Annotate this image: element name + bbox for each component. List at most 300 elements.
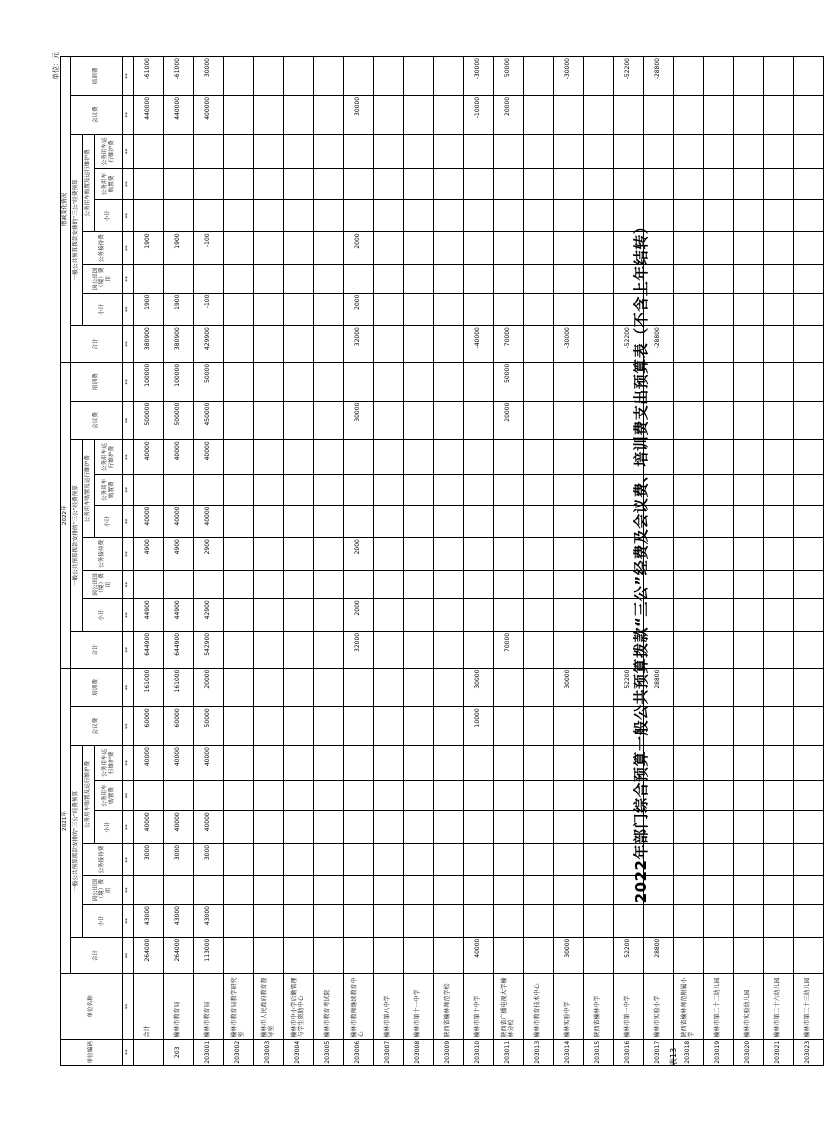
amount-cell <box>494 505 524 538</box>
amount-cell <box>794 401 824 440</box>
amount-cell <box>344 876 374 905</box>
amount-cell <box>734 232 764 265</box>
amount-cell <box>614 265 644 294</box>
amount-cell <box>704 326 734 363</box>
header-marker-cell: ** <box>123 631 134 668</box>
amount-cell <box>524 265 554 294</box>
amount-cell <box>434 843 464 876</box>
amount-cell <box>344 474 374 505</box>
table-row <box>674 57 704 1066</box>
amount-cell <box>614 707 644 746</box>
amount-cell <box>764 905 794 938</box>
amount-cell <box>584 57 614 96</box>
amount-cell <box>554 876 584 905</box>
amount-cell <box>254 474 284 505</box>
amount-cell <box>404 707 434 746</box>
header-marker-cell: ** <box>123 811 134 844</box>
amount-cell <box>374 505 404 538</box>
amount-cell <box>224 232 254 265</box>
amount-cell <box>434 538 464 571</box>
amount-cell <box>674 505 704 538</box>
amount-cell <box>224 401 254 440</box>
amount-cell <box>374 293 404 326</box>
header-vehicle-purchase: 公务用车购置费 <box>95 474 123 505</box>
amount-cell: 644900 <box>134 631 164 668</box>
amount-cell <box>464 631 494 668</box>
header-meeting: 会议费 <box>71 95 123 134</box>
amount-cell: 40000 <box>134 505 164 538</box>
amount-cell <box>494 232 524 265</box>
amount-cell: 20000 <box>494 401 524 440</box>
table-row <box>344 57 374 1066</box>
amount-cell: 42900 <box>194 599 224 632</box>
amount-cell <box>584 905 614 938</box>
amount-cell <box>374 362 404 401</box>
amount-cell <box>284 57 314 96</box>
header-year-2022: 2022年 <box>61 362 71 668</box>
amount-cell <box>254 401 284 440</box>
amount-cell <box>464 538 494 571</box>
amount-cell <box>764 95 794 134</box>
amount-cell <box>704 937 734 974</box>
amount-cell <box>554 95 584 134</box>
unit-code-cell: 203 <box>164 1039 194 1065</box>
amount-cell <box>524 668 554 707</box>
amount-cell <box>794 474 824 505</box>
amount-cell <box>794 780 824 811</box>
amount-cell <box>134 570 164 599</box>
amount-cell: 440000 <box>164 95 194 134</box>
header-training: 培训费 <box>71 668 123 707</box>
amount-cell <box>764 570 794 599</box>
amount-cell <box>554 707 584 746</box>
amount-cell <box>194 876 224 905</box>
amount-cell: 40000 <box>194 440 224 475</box>
amount-cell <box>674 876 704 905</box>
amount-cell <box>344 57 374 96</box>
amount-cell <box>704 95 734 134</box>
amount-cell <box>644 780 674 811</box>
amount-cell <box>614 293 644 326</box>
amount-cell <box>254 905 284 938</box>
amount-cell <box>704 440 734 475</box>
amount-cell <box>704 265 734 294</box>
amount-cell <box>434 570 464 599</box>
amount-cell <box>764 362 794 401</box>
unit-name-cell: 榆林市实验幼儿园 <box>734 974 764 1039</box>
amount-cell <box>434 293 464 326</box>
amount-cell: 30000 <box>194 57 224 96</box>
amount-cell <box>674 905 704 938</box>
amount-cell: 1900 <box>164 232 194 265</box>
amount-cell <box>344 707 374 746</box>
header-marker-cell: ** <box>123 937 134 974</box>
header-sangong: 一般公共预算拨款安排的“三公”经费预算 <box>71 746 83 938</box>
amount-cell <box>404 505 434 538</box>
amount-cell: 2000 <box>344 599 374 632</box>
amount-cell <box>494 668 524 707</box>
amount-cell: 20000 <box>194 668 224 707</box>
amount-cell <box>764 57 794 96</box>
amount-cell <box>584 326 614 363</box>
amount-cell <box>734 134 764 169</box>
header-marker-cell: ** <box>123 538 134 571</box>
amount-cell <box>284 570 314 599</box>
amount-cell <box>674 362 704 401</box>
amount-cell <box>644 134 674 169</box>
amount-cell: 70000 <box>494 631 524 668</box>
amount-cell <box>284 440 314 475</box>
amount-cell <box>374 876 404 905</box>
amount-cell <box>674 134 704 169</box>
amount-cell <box>614 746 644 781</box>
unit-code-cell: 203009 <box>434 1039 464 1065</box>
amount-cell <box>254 843 284 876</box>
amount-cell <box>704 570 734 599</box>
amount-cell <box>704 134 734 169</box>
amount-cell <box>284 401 314 440</box>
amount-cell <box>614 232 644 265</box>
amount-cell <box>344 811 374 844</box>
amount-cell <box>134 134 164 169</box>
amount-cell <box>254 668 284 707</box>
header-marker-cell: ** <box>123 401 134 440</box>
amount-cell <box>404 538 434 571</box>
amount-cell <box>314 293 344 326</box>
amount-cell <box>314 876 344 905</box>
table-row <box>794 57 824 1066</box>
amount-cell <box>764 134 794 169</box>
amount-cell <box>374 631 404 668</box>
amount-cell: 429900 <box>194 326 224 363</box>
amount-cell <box>734 631 764 668</box>
amount-cell <box>464 843 494 876</box>
amount-cell <box>284 474 314 505</box>
amount-cell <box>764 780 794 811</box>
amount-cell <box>554 780 584 811</box>
amount-cell <box>494 843 524 876</box>
amount-cell <box>614 599 644 632</box>
amount-cell <box>404 668 434 707</box>
amount-cell <box>644 843 674 876</box>
amount-cell <box>194 169 224 200</box>
amount-cell <box>254 746 284 781</box>
amount-cell <box>644 169 674 200</box>
amount-cell <box>224 746 254 781</box>
amount-cell <box>734 265 764 294</box>
amount-cell: 1900 <box>134 232 164 265</box>
amount-cell <box>554 199 584 232</box>
amount-cell <box>584 937 614 974</box>
amount-cell: 4900 <box>164 538 194 571</box>
header-vehicle-run: 公务用车运行维护费 <box>95 440 123 475</box>
header-abroad: 因公出国（境）费用 <box>83 876 123 905</box>
amount-cell <box>674 95 704 134</box>
amount-cell <box>644 265 674 294</box>
amount-cell <box>764 746 794 781</box>
amount-cell <box>794 326 824 363</box>
amount-cell <box>434 811 464 844</box>
amount-cell <box>554 905 584 938</box>
amount-cell <box>704 876 734 905</box>
amount-cell <box>584 95 614 134</box>
amount-cell <box>764 401 794 440</box>
amount-cell <box>614 95 644 134</box>
amount-cell <box>674 169 704 200</box>
amount-cell <box>614 538 644 571</box>
unit-code-cell: 203014 <box>554 1039 584 1065</box>
amount-cell: -61000 <box>164 57 194 96</box>
header-meeting: 会议费 <box>71 707 123 746</box>
amount-cell <box>524 293 554 326</box>
amount-cell <box>584 169 614 200</box>
amount-cell <box>554 746 584 781</box>
amount-cell <box>314 265 344 294</box>
header-vehicle-purchase: 公务用车购置费 <box>95 169 123 200</box>
amount-cell <box>794 199 824 232</box>
amount-cell <box>674 570 704 599</box>
amount-cell <box>194 570 224 599</box>
amount-cell <box>254 780 284 811</box>
amount-cell <box>404 401 434 440</box>
amount-cell <box>524 905 554 938</box>
amount-cell <box>404 599 434 632</box>
amount-cell <box>494 134 524 169</box>
amount-cell <box>224 57 254 96</box>
amount-cell <box>374 440 404 475</box>
amount-cell <box>464 440 494 475</box>
amount-cell: 40000 <box>194 811 224 844</box>
amount-cell <box>344 134 374 169</box>
amount-cell: -28800 <box>644 326 674 363</box>
amount-cell <box>284 199 314 232</box>
amount-cell <box>164 169 194 200</box>
amount-cell <box>194 474 224 505</box>
header-abroad: 因公出国（境）费用 <box>83 570 123 599</box>
amount-cell <box>254 362 284 401</box>
amount-cell <box>734 668 764 707</box>
amount-cell <box>314 199 344 232</box>
amount-cell: 400000 <box>194 95 224 134</box>
amount-cell: -28800 <box>644 57 674 96</box>
amount-cell <box>434 57 464 96</box>
amount-cell <box>284 843 314 876</box>
amount-cell: 40000 <box>134 811 164 844</box>
unit-name-cell: 陕西省榆林师范附属小学 <box>674 974 704 1039</box>
amount-cell <box>554 265 584 294</box>
amount-cell <box>584 570 614 599</box>
header-subtotal: 小计 <box>95 505 123 538</box>
amount-cell <box>734 401 764 440</box>
header-marker-cell: ** <box>123 265 134 294</box>
amount-cell <box>614 199 644 232</box>
amount-cell <box>434 199 464 232</box>
amount-cell <box>614 570 644 599</box>
amount-cell <box>704 746 734 781</box>
amount-cell <box>224 570 254 599</box>
amount-cell <box>794 843 824 876</box>
unit-code-cell: 203007 <box>374 1039 404 1065</box>
amount-cell <box>614 401 644 440</box>
amount-cell <box>524 199 554 232</box>
amount-cell <box>134 876 164 905</box>
amount-cell <box>254 95 284 134</box>
amount-cell <box>674 199 704 232</box>
amount-cell: 43000 <box>134 905 164 938</box>
amount-cell: -30000 <box>554 57 584 96</box>
amount-cell <box>554 538 584 571</box>
header-vehicle: 公务用车购置及运行维护费 <box>83 746 95 844</box>
amount-cell <box>584 134 614 169</box>
amount-cell <box>734 169 764 200</box>
amount-cell <box>404 265 434 294</box>
amount-cell <box>374 474 404 505</box>
amount-cell <box>224 293 254 326</box>
amount-cell <box>764 440 794 475</box>
table-row <box>494 57 524 1066</box>
unit-name-cell: 榆林市第一中学 <box>614 974 644 1039</box>
amount-cell <box>464 474 494 505</box>
amount-cell <box>524 570 554 599</box>
amount-cell <box>674 265 704 294</box>
amount-cell <box>644 505 674 538</box>
amount-cell <box>314 905 344 938</box>
amount-cell <box>524 169 554 200</box>
amount-cell <box>794 440 824 475</box>
amount-cell <box>224 326 254 363</box>
amount-cell <box>404 780 434 811</box>
amount-cell <box>584 265 614 294</box>
amount-cell <box>524 631 554 668</box>
amount-cell <box>374 169 404 200</box>
table-row <box>614 57 644 1066</box>
amount-cell <box>794 134 824 169</box>
header-vehicle-purchase: 公务用车购置费 <box>95 780 123 811</box>
amount-cell <box>284 505 314 538</box>
header-total: 合计 <box>71 631 123 668</box>
table-row <box>704 57 734 1066</box>
header-marker-cell: ** <box>123 440 134 475</box>
amount-cell <box>404 905 434 938</box>
amount-cell <box>734 780 764 811</box>
amount-cell <box>434 134 464 169</box>
amount-cell <box>794 905 824 938</box>
amount-cell <box>584 876 614 905</box>
amount-cell <box>254 265 284 294</box>
amount-cell <box>374 57 404 96</box>
amount-cell <box>584 440 614 475</box>
amount-cell <box>524 134 554 169</box>
unit-label: 单位：元 <box>52 52 60 80</box>
amount-cell: 2900 <box>194 538 224 571</box>
amount-cell: 3000 <box>164 843 194 876</box>
amount-cell <box>764 505 794 538</box>
amount-cell <box>794 362 824 401</box>
amount-cell <box>404 232 434 265</box>
amount-cell <box>734 293 764 326</box>
amount-cell <box>794 57 824 96</box>
amount-cell <box>554 293 584 326</box>
header-vehicle-run: 公务用车运行维护费 <box>95 134 123 169</box>
amount-cell <box>224 538 254 571</box>
amount-cell <box>524 780 554 811</box>
header-marker-cell: ** <box>123 570 134 599</box>
amount-cell <box>704 668 734 707</box>
amount-cell <box>794 265 824 294</box>
amount-cell <box>704 401 734 440</box>
header-marker-cell: ** <box>123 326 134 363</box>
amount-cell: 2000 <box>344 538 374 571</box>
amount-cell <box>284 811 314 844</box>
unit-code-cell <box>134 1039 164 1065</box>
amount-cell <box>314 668 344 707</box>
unit-name-cell: 陕西省榆林师范学校 <box>434 974 464 1039</box>
amount-cell <box>794 746 824 781</box>
amount-cell <box>644 538 674 571</box>
header-marker-cell: ** <box>123 746 134 781</box>
amount-cell <box>284 362 314 401</box>
amount-cell <box>794 707 824 746</box>
amount-cell: 1900 <box>164 293 194 326</box>
amount-cell <box>284 293 314 326</box>
amount-cell <box>524 599 554 632</box>
header-vehicle: 公务用车购置及运行维护费 <box>83 134 95 232</box>
unit-name-cell: 榆林市第八中学 <box>374 974 404 1039</box>
amount-cell <box>674 326 704 363</box>
amount-cell <box>344 362 374 401</box>
amount-cell <box>524 362 554 401</box>
amount-cell <box>704 505 734 538</box>
amount-cell <box>464 570 494 599</box>
amount-cell <box>644 599 674 632</box>
amount-cell <box>254 538 284 571</box>
amount-cell <box>134 780 164 811</box>
amount-cell <box>374 746 404 781</box>
amount-cell <box>734 538 764 571</box>
amount-cell <box>284 134 314 169</box>
amount-cell: 644900 <box>164 631 194 668</box>
amount-cell <box>464 169 494 200</box>
header-marker-cell: ** <box>123 57 134 96</box>
amount-cell <box>464 293 494 326</box>
amount-cell <box>254 134 284 169</box>
amount-cell <box>494 199 524 232</box>
amount-cell <box>644 199 674 232</box>
amount-cell <box>434 169 464 200</box>
unit-code-cell: 203023 <box>794 1039 824 1065</box>
amount-cell <box>434 440 464 475</box>
amount-cell <box>404 293 434 326</box>
amount-cell <box>344 440 374 475</box>
amount-cell <box>614 905 644 938</box>
amount-cell <box>524 57 554 96</box>
header-reception: 公务接待费 <box>83 843 123 876</box>
amount-cell <box>224 937 254 974</box>
header-marker-cell: ** <box>123 505 134 538</box>
amount-cell <box>254 293 284 326</box>
amount-cell <box>794 668 824 707</box>
unit-name-cell: 榆林市教育局教学研究室 <box>224 974 254 1039</box>
header-marker-cell: ** <box>123 905 134 938</box>
amount-cell <box>644 746 674 781</box>
amount-cell <box>404 57 434 96</box>
amount-cell <box>524 937 554 974</box>
amount-cell <box>284 876 314 905</box>
amount-cell <box>404 326 434 363</box>
table-row <box>404 57 434 1066</box>
unit-name-cell: 榆林市教育技术中心 <box>524 974 554 1039</box>
amount-cell <box>494 780 524 811</box>
